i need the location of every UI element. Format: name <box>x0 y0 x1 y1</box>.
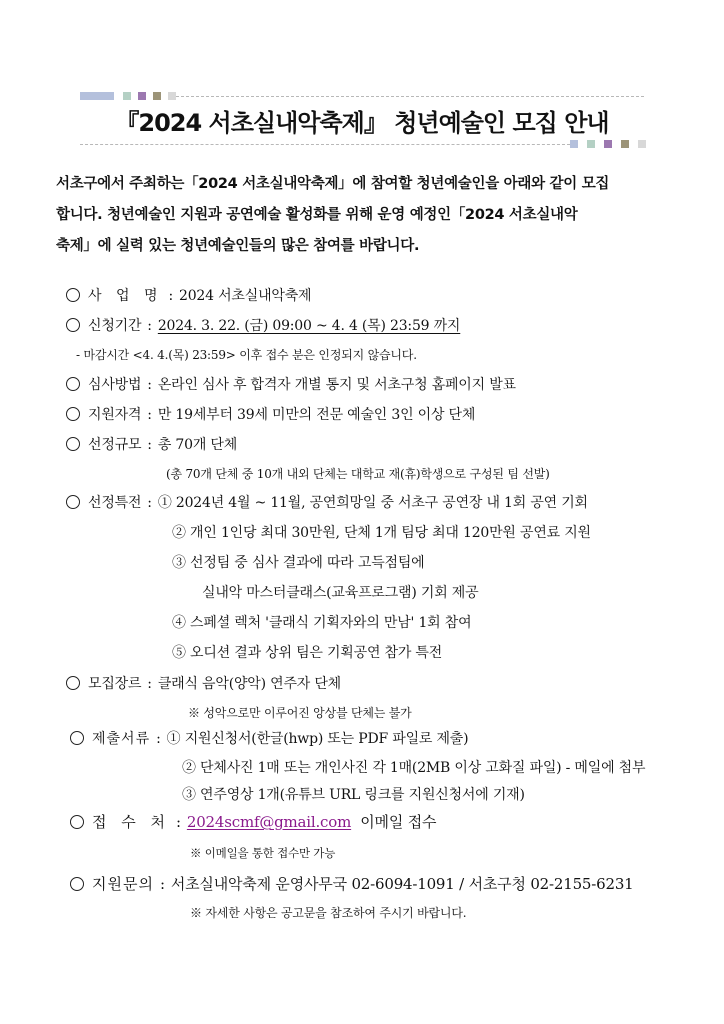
deco-square-blue-wide <box>80 92 114 100</box>
deadline-note: - 마감시간 <4. 4.(목) 23:59> 이후 접수 분은 인정되지 않습니다. <box>76 348 417 362</box>
item-label: 선정규모 <box>88 437 142 453</box>
intro-line-3: 축제」에 실력 있는 청년예술인들의 많은 참여를 바랍니다. <box>56 238 420 254</box>
deco-square-blue <box>570 140 578 148</box>
item-benefits <box>66 492 588 512</box>
item-review-method <box>66 374 516 394</box>
item-inquiry <box>70 873 634 894</box>
deco-square-green <box>123 92 131 100</box>
benefit-3-continued: 실내악 마스터클래스(교육프로그램) 기회 제공 <box>202 585 479 601</box>
document-2: ② 단체사진 1매 또는 개인사진 각 1매(2MB 이상 고화질 파일) - 메일에 첨부 <box>182 760 646 776</box>
item-eligibility <box>66 404 475 424</box>
colon: : <box>147 377 152 393</box>
benefit-2: ② 개인 1인당 최대 30만원, 단체 1개 팀당 최대 120만원 공연료 지원 <box>172 525 591 541</box>
circle-bullet-icon <box>70 877 84 891</box>
item-label: 모집장르 <box>88 676 142 692</box>
submission-email-link[interactable]: 2024scmf@gmail.com <box>186 813 352 831</box>
item-value: 총 70개 단체 <box>157 437 238 453</box>
deco-square-purple <box>138 92 146 100</box>
document-3: ③ 연주영상 1개(유튜브 URL 링크를 지원신청서에 기재) <box>182 787 525 803</box>
intro-line-2: 합니다. 청년예술인 지원과 공연예술 활성화를 위해 운영 예정인「2024 서초실내악 <box>56 207 578 223</box>
deco-line-bottom <box>80 144 570 145</box>
circle-bullet-icon <box>66 495 80 509</box>
circle-bullet-icon <box>66 437 80 451</box>
colon: : <box>147 407 152 423</box>
item-application-period <box>66 315 460 335</box>
item-value: 2024. 3. 22. (금) 09:00 ~ 4. 4 (목) 23:59 까지 <box>157 318 461 334</box>
item-label: 접 수 처 <box>92 813 171 831</box>
deco-square-olive <box>621 140 629 148</box>
circle-bullet-icon <box>70 815 84 829</box>
benefit-5: ⑤ 오디션 결과 상위 팀은 기획공연 참가 특전 <box>172 645 443 661</box>
selection-scale-note: (총 70개 단체 중 10개 내외 단체는 대학교 재(휴)학생으로 구성된 팀 선발) <box>166 467 550 481</box>
item-label: 제출서류 <box>92 731 151 747</box>
circle-bullet-icon <box>66 676 80 690</box>
inquiry-note: ※ 자세한 사항은 공고문을 참조하여 주시기 바랍니다. <box>190 906 467 920</box>
deco-square-purple <box>604 140 612 148</box>
deco-square-gray <box>168 92 176 100</box>
circle-bullet-icon <box>66 288 80 302</box>
item-label: 신청기간 <box>88 318 142 334</box>
item-documents <box>70 728 468 748</box>
item-genre <box>66 673 341 693</box>
intro-line-1: 서초구에서 주최하는「2024 서초실내악축제」에 참여할 청년예술인을 아래와 같이 모집 <box>56 176 610 192</box>
colon: : <box>147 676 152 692</box>
submission-note: ※ 이메일을 통한 접수만 가능 <box>190 846 336 860</box>
deco-line-top <box>176 96 644 97</box>
item-value: 서초실내악축제 운영사무국 02-6094-1091 / 서초구청 02-2155-6231 <box>170 875 634 893</box>
colon: : <box>147 437 152 453</box>
colon: : <box>147 318 152 334</box>
circle-bullet-icon <box>70 731 84 745</box>
colon: : <box>159 875 165 893</box>
colon: : <box>168 288 174 304</box>
item-label: 지원문의 <box>92 875 154 893</box>
colon: : <box>156 731 161 747</box>
item-value: 만 19세부터 39세 미만의 전문 예술인 3인 이상 단체 <box>157 407 476 423</box>
deco-square-gray <box>638 140 646 148</box>
circle-bullet-icon <box>66 318 80 332</box>
item-label: 선정특전 <box>88 495 142 511</box>
item-project-name <box>66 285 311 305</box>
item-selection-scale <box>66 434 237 454</box>
colon: : <box>176 813 181 831</box>
circle-bullet-icon <box>66 377 80 391</box>
item-value: 2024 서초실내악축제 <box>179 288 312 304</box>
benefit-4: ④ 스페셜 렉처 '클래식 기획자와의 만남' 1회 참여 <box>172 615 472 631</box>
item-value: 온라인 심사 후 합격자 개별 통지 및 서초구청 홈페이지 발표 <box>157 377 516 393</box>
benefit-3: ③ 선정팀 중 심사 결과에 따라 고득점팀에 <box>172 555 425 571</box>
genre-note: ※ 성악으로만 이루어진 앙상블 단체는 불가 <box>188 706 412 720</box>
page-title: 『2024 서초실내악축제』 청년예술인 모집 안내 <box>115 109 609 137</box>
deco-square-olive <box>153 92 161 100</box>
benefit-1: ① 2024년 4월 ~ 11월, 공연희망일 중 서초구 공연장 내 1회 공연 기회 <box>157 495 588 511</box>
item-label: 지원자격 <box>88 407 142 423</box>
submission-suffix: 이메일 접수 <box>360 813 437 831</box>
item-submission <box>70 811 436 832</box>
colon: : <box>147 495 152 511</box>
item-label: 사 업 명 <box>88 288 163 304</box>
item-label: 심사방법 <box>88 377 142 393</box>
item-value: 클래식 음악(양악) 연주자 단체 <box>157 676 341 692</box>
deco-square-green <box>587 140 595 148</box>
document-1: ① 지원신청서(한글(hwp) 또는 PDF 파일로 제출) <box>166 731 469 747</box>
circle-bullet-icon <box>66 407 80 421</box>
